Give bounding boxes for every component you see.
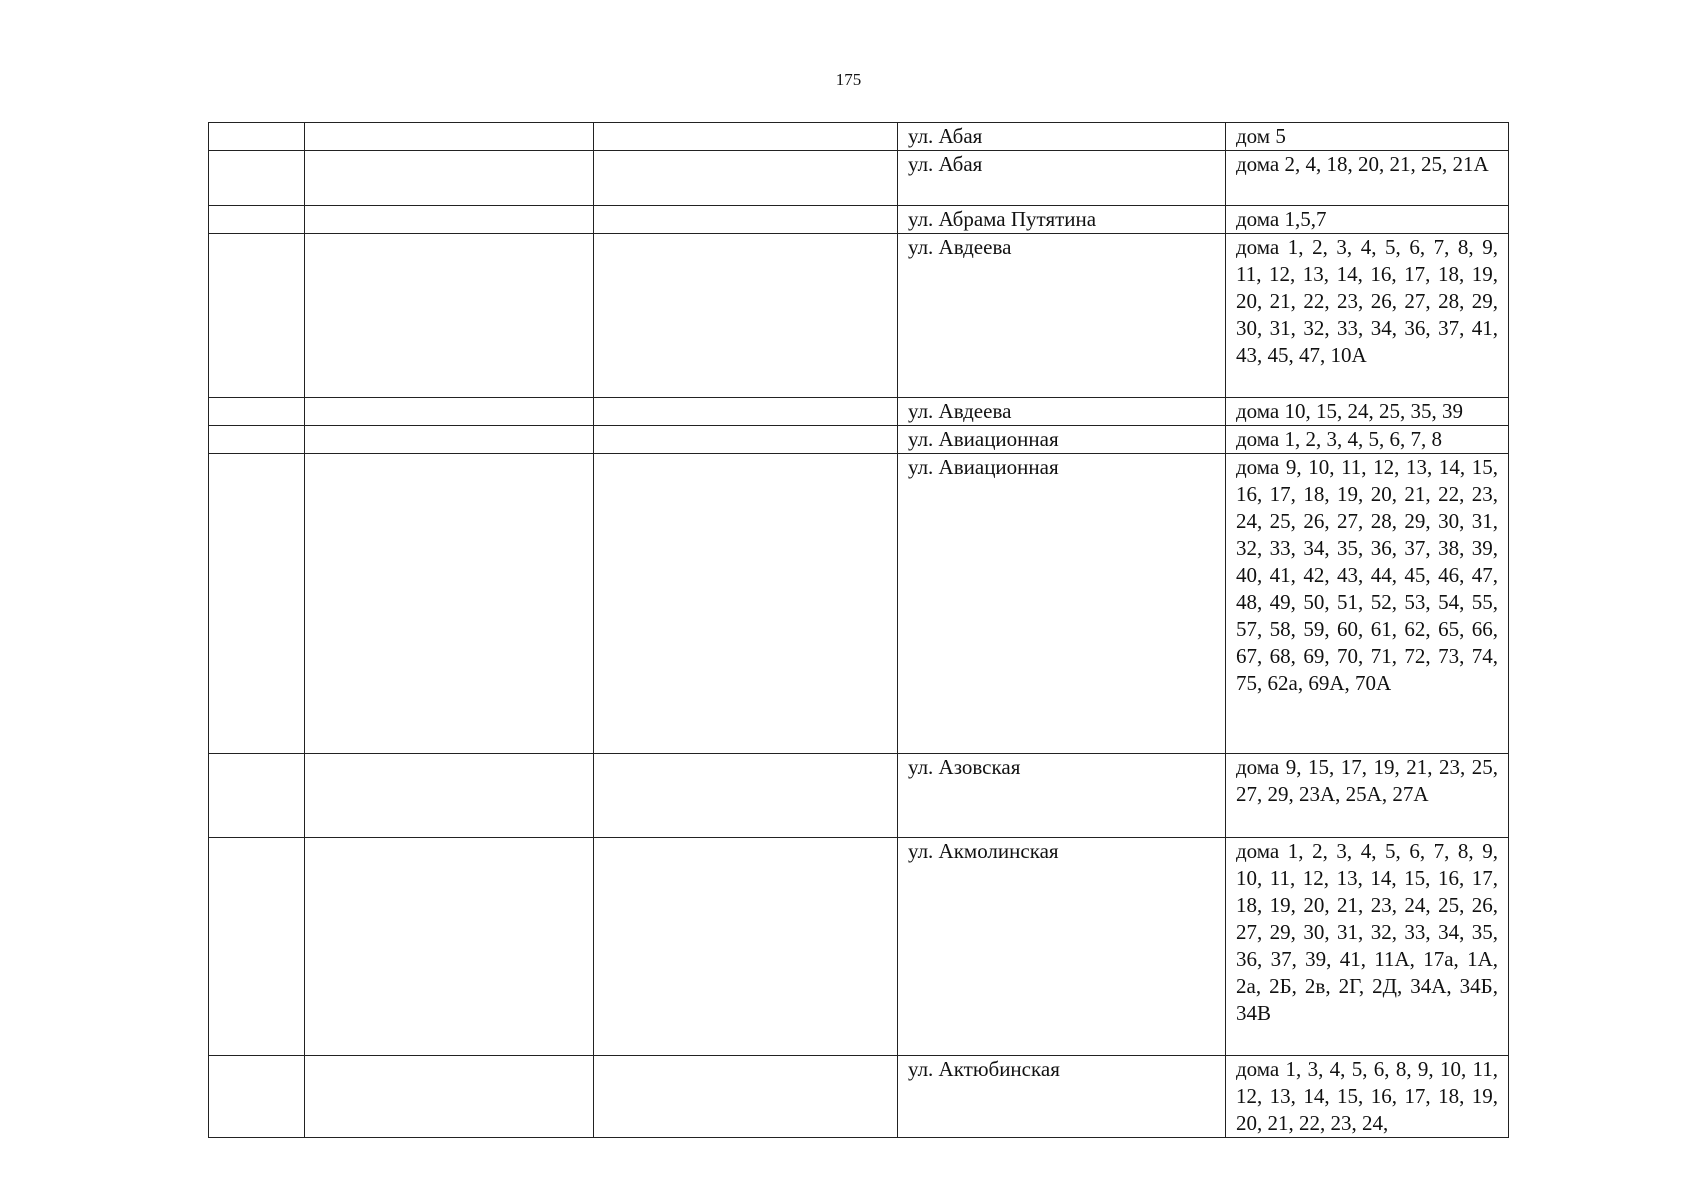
street-cell: ул. Абая: [898, 123, 1226, 151]
street-cell: ул. Авиационная: [898, 454, 1226, 754]
houses-cell: дома 1, 2, 3, 4, 5, 6, 7, 8: [1226, 426, 1509, 454]
table-row: [209, 234, 1509, 398]
empty-cell: [209, 426, 305, 454]
empty-cell: [305, 1056, 594, 1138]
houses-cell: дома 1,5,7: [1226, 206, 1509, 234]
empty-cell: [594, 838, 898, 1056]
empty-cell: [209, 206, 305, 234]
table-row: [209, 1056, 1509, 1138]
table-row: [209, 123, 1509, 151]
empty-cell: [209, 234, 305, 398]
empty-cell: [209, 151, 305, 206]
houses-cell: дом 5: [1226, 123, 1509, 151]
empty-cell: [305, 838, 594, 1056]
houses-cell: дома 10, 15, 24, 25, 35, 39: [1226, 398, 1509, 426]
empty-cell: [594, 1056, 898, 1138]
empty-cell: [209, 838, 305, 1056]
street-cell: ул. Абая: [898, 151, 1226, 206]
street-cell: ул. Абрама Путятина: [898, 206, 1226, 234]
street-cell: ул. Авиационная: [898, 426, 1226, 454]
table-row: [209, 426, 1509, 454]
empty-cell: [209, 754, 305, 838]
houses-cell: дома 2, 4, 18, 20, 21, 25, 21А: [1226, 151, 1509, 206]
empty-cell: [594, 151, 898, 206]
houses-cell: дома 1, 2, 3, 4, 5, 6, 7, 8, 9, 10, 11, 12, 13, 14, 15, 16, 17, 18, 19, 20, 21, 23, 24, 25, 26, 27, 29, 30, 31, 32, 33, 34, 35, 36, 37, 39, 41, 11А, 17а, 1А, 2а, 2Б, 2в, 2Г, 2Д, 34А, 34Б, 34В: [1226, 838, 1509, 1056]
empty-cell: [209, 1056, 305, 1138]
empty-cell: [594, 398, 898, 426]
empty-cell: [305, 754, 594, 838]
page-number: 175: [835, 70, 862, 89]
empty-cell: [594, 426, 898, 454]
street-cell: ул. Авдеева: [898, 234, 1226, 398]
empty-cell: [305, 151, 594, 206]
houses-cell: дома 1, 3, 4, 5, 6, 8, 9, 10, 11, 12, 13, 14, 15, 16, 17, 18, 19, 20, 21, 22, 23, 24,: [1226, 1056, 1509, 1138]
houses-cell: дома 9, 10, 11, 12, 13, 14, 15, 16, 17, 18, 19, 20, 21, 22, 23, 24, 25, 26, 27, 28, 29, 30, 31, 32, 33, 34, 35, 36, 37, 38, 39, 40, 41, 42, 43, 44, 45, 46, 47, 48, 49, 50, 51, 52, 53, 54, 55, 57, 58, 59, 60, 61, 62, 65, 66, 67, 68, 69, 70, 71, 72, 73, 74, 75, 62а, 69А, 70А: [1226, 454, 1509, 754]
empty-cell: [594, 754, 898, 838]
street-cell: ул. Азовская: [898, 754, 1226, 838]
empty-cell: [305, 234, 594, 398]
houses-cell: дома 1, 2, 3, 4, 5, 6, 7, 8, 9, 11, 12, 13, 14, 16, 17, 18, 19, 20, 21, 22, 23, 26, 27, 28, 29, 30, 31, 32, 33, 34, 36, 37, 41, 43, 45, 47, 10А: [1226, 234, 1509, 398]
empty-cell: [594, 454, 898, 754]
table-row: [209, 206, 1509, 234]
street-cell: ул. Авдеева: [898, 398, 1226, 426]
table-row: [209, 398, 1509, 426]
empty-cell: [305, 123, 594, 151]
empty-cell: [594, 123, 898, 151]
empty-cell: [209, 123, 305, 151]
street-cell: ул. Акмолинская: [898, 838, 1226, 1056]
table-row: [209, 838, 1509, 1056]
empty-cell: [305, 426, 594, 454]
table-row: [209, 151, 1509, 206]
table-row: [209, 454, 1509, 754]
address-table: [208, 122, 1509, 1138]
table-row: [209, 754, 1509, 838]
empty-cell: [594, 206, 898, 234]
empty-cell: [209, 454, 305, 754]
empty-cell: [594, 234, 898, 398]
empty-cell: [209, 398, 305, 426]
houses-cell: дома 9, 15, 17, 19, 21, 23, 25, 27, 29, 23А, 25А, 27А: [1226, 754, 1509, 838]
empty-cell: [305, 398, 594, 426]
empty-cell: [305, 454, 594, 754]
empty-cell: [305, 206, 594, 234]
street-cell: ул. Актюбинская: [898, 1056, 1226, 1138]
